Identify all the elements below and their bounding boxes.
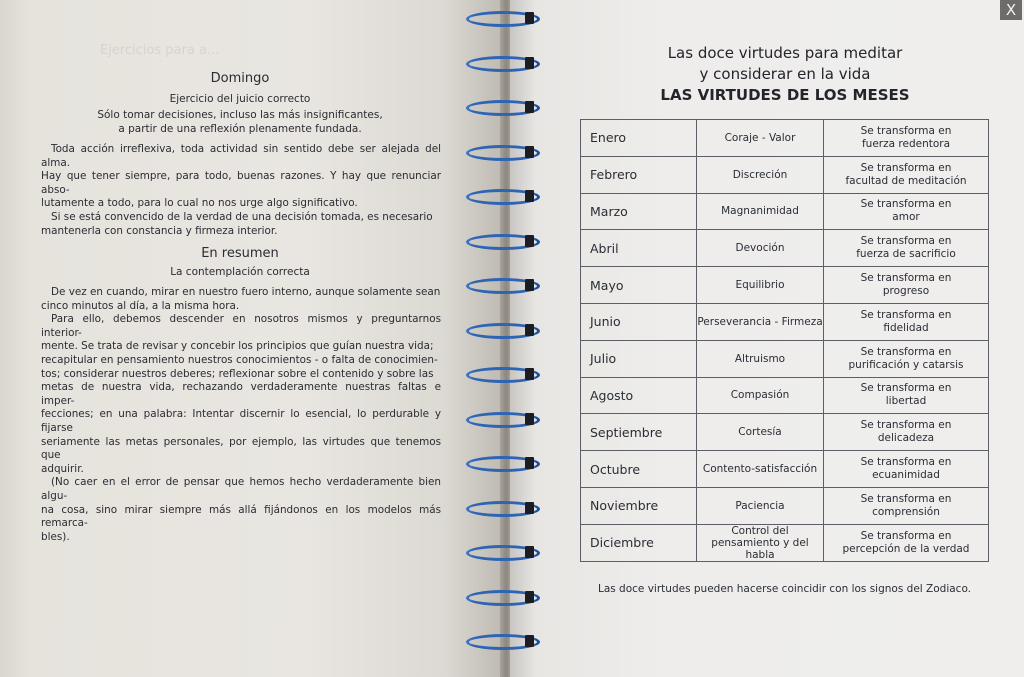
transform-line-2: progreso xyxy=(882,285,930,298)
punch-hole xyxy=(525,235,534,247)
virtues-table xyxy=(580,119,989,562)
spiral-ring xyxy=(466,409,546,431)
spiral-ring xyxy=(466,8,546,30)
transform-line-1: Se transforma en xyxy=(860,419,952,432)
text-line: tos; considerar nuestros deberes; reflexionar sobre el contenido y sobre las xyxy=(41,367,434,380)
month-cell: Octubre xyxy=(581,451,697,488)
title-line-1: Las doce virtudes para meditar xyxy=(667,44,903,62)
text-line: mantenerla con constancia y firmeza interior. xyxy=(41,224,278,237)
month-cell: Abril xyxy=(581,230,697,267)
virtue-cell: Discreción xyxy=(697,156,824,193)
table-row xyxy=(581,414,989,451)
transform-line-2: libertad xyxy=(885,395,927,408)
transform-cell xyxy=(824,267,989,304)
month-cell: Marzo xyxy=(581,193,697,230)
virtue-cell: Altruismo xyxy=(697,340,824,377)
spiral-ring xyxy=(466,587,546,609)
title-line-3: LAS VIRTUDES DE LOS MESES xyxy=(660,86,910,104)
month-cell: Junio xyxy=(581,303,697,340)
spiral-ring xyxy=(466,453,546,475)
title-line-2: y considerar en la vida xyxy=(699,65,871,83)
virtue-cell: Paciencia xyxy=(697,487,824,524)
transform-line-1: Se transforma en xyxy=(860,345,952,358)
spiral-ring xyxy=(466,186,546,208)
transform-line-2: comprensión xyxy=(872,505,940,518)
paragraph-resumen xyxy=(41,286,441,544)
spiral-ring xyxy=(466,53,546,75)
punch-hole xyxy=(525,146,534,158)
transform-line-2: fidelidad xyxy=(883,321,929,334)
text-line: seriamente las metas personales, por ejemplo, las virtudes que tenemos que xyxy=(41,435,441,462)
spiral-ring xyxy=(466,97,546,119)
transform-line-1: Se transforma en xyxy=(860,308,952,321)
text-line: mente. Se trata de revisar y concebir los principios que guían nuestra vida; xyxy=(41,340,434,353)
punch-hole xyxy=(525,190,534,202)
month-cell: Noviembre xyxy=(581,487,697,524)
subheading-juicio: Ejercicio del juicio correcto xyxy=(169,93,311,105)
punch-hole xyxy=(525,635,534,647)
punch-hole xyxy=(525,101,534,113)
table-row xyxy=(581,267,989,304)
transform-line-1: Se transforma en xyxy=(860,235,952,248)
transform-line-2: fuerza de sacrificio xyxy=(856,248,956,261)
punch-hole xyxy=(525,57,534,69)
punch-hole xyxy=(525,324,534,336)
transform-line-1: Se transforma en xyxy=(860,492,952,505)
transform-line-1: Se transforma en xyxy=(860,272,952,285)
transform-line-2: amor xyxy=(892,211,920,224)
transform-cell xyxy=(824,230,989,267)
text-line: Para ello, debemos descender en nosotros mismos y preguntarnos interior- xyxy=(41,313,441,339)
punch-hole xyxy=(525,368,534,380)
paragraph-accion xyxy=(41,143,441,238)
transform-cell xyxy=(824,340,989,377)
month-cell: Febrero xyxy=(581,156,697,193)
transform-line-1: Se transforma en xyxy=(860,124,952,137)
text-line: Si se está convencido de la verdad de una decisión tomada, es necesario xyxy=(51,210,433,223)
transform-line-1: Se transforma en xyxy=(860,161,952,174)
month-cell: Enero xyxy=(581,120,697,157)
table-row xyxy=(581,303,989,340)
spiral-ring xyxy=(466,231,546,253)
spiral-ring xyxy=(466,275,546,297)
table-row xyxy=(581,377,989,414)
punch-hole xyxy=(525,413,534,425)
month-cell: Diciembre xyxy=(581,524,697,561)
transform-cell xyxy=(824,193,989,230)
footnote: Las doce virtudes pueden hacerse coincidir con los signos del Zodiaco. xyxy=(597,583,972,595)
text-line: Hay que tener siempre, para todo, buenas razones. Y hay que renunciar abso- xyxy=(41,170,441,196)
punch-hole xyxy=(525,591,534,603)
table-row xyxy=(581,487,989,524)
transform-cell xyxy=(824,451,989,488)
transform-line-2: fuerza redentora xyxy=(861,137,951,150)
text-line: metas de nuestra vida, rechazando verdaderamente nuestras faltas e imper- xyxy=(41,381,441,407)
heading-en-resumen: En resumen xyxy=(201,246,279,261)
left-page xyxy=(0,0,505,677)
transform-cell xyxy=(824,377,989,414)
table-row xyxy=(581,156,989,193)
lead-line-1: Sólo tomar decisiones, incluso las más insignificantes, xyxy=(97,109,383,121)
table-title xyxy=(580,43,990,106)
spiral-ring xyxy=(466,498,546,520)
month-cell: Julio xyxy=(581,340,697,377)
transform-line-1: Se transforma en xyxy=(860,456,952,469)
virtue-cell: Coraje - Valor xyxy=(697,120,824,157)
month-cell: Mayo xyxy=(581,267,697,304)
transform-line-2: purificación y catarsis xyxy=(848,358,964,371)
heading-domingo: Domingo xyxy=(210,71,270,86)
subheading-contemplacion: La contemplación correcta xyxy=(170,266,310,278)
virtue-cell: Control del pensamiento y del habla xyxy=(697,524,824,561)
transform-line-1: Se transforma en xyxy=(860,529,952,542)
table-row xyxy=(581,524,989,561)
transform-cell xyxy=(824,156,989,193)
virtue-cell: Perseverancia - Firmeza xyxy=(697,303,824,340)
text-line: fecciones; en una palabra: Intentar discernir lo esencial, lo perdurable y fijarse xyxy=(41,408,441,434)
transform-cell xyxy=(824,524,989,561)
spiral-ring xyxy=(466,320,546,342)
close-button[interactable]: X xyxy=(1000,0,1022,20)
lead-line-2: a partir de una reflexión plenamente fundada. xyxy=(118,123,362,135)
virtue-cell: Cortesía xyxy=(697,414,824,451)
transform-line-2: ecuanimidad xyxy=(872,469,940,482)
text-line: De vez en cuando, mirar en nuestro fuero interno, aunque solamente sean xyxy=(51,286,441,298)
virtue-cell: Devoción xyxy=(697,230,824,267)
transform-cell xyxy=(824,120,989,157)
text-line: Toda acción irreflexiva, toda actividad sin sentido debe ser alejada del alma. xyxy=(41,143,441,169)
month-cell: Septiembre xyxy=(581,414,697,451)
month-cell: Agosto xyxy=(581,377,697,414)
punch-hole xyxy=(525,457,534,469)
text-line: na cosa, sino mirar siempre más allá fijándonos en los modelos más remarca- xyxy=(41,503,441,530)
transform-line-2: facultad de meditación xyxy=(845,174,967,187)
table-row xyxy=(581,230,989,267)
punch-hole xyxy=(525,546,534,558)
virtue-cell: Contento-satisfacción xyxy=(697,451,824,488)
spiral-ring xyxy=(466,364,546,386)
punch-hole xyxy=(525,279,534,291)
transform-line-1: Se transforma en xyxy=(860,382,952,395)
transform-cell xyxy=(824,487,989,524)
spiral-ring xyxy=(466,142,546,164)
transform-line-2: delicadeza xyxy=(877,432,935,445)
text-line: cinco minutos al día, a la misma hora. xyxy=(41,299,240,312)
spiral-ring xyxy=(466,542,546,564)
text-line: bles). xyxy=(41,530,70,543)
table-row xyxy=(581,193,989,230)
spiral-ring xyxy=(466,631,546,653)
transform-line-1: Se transforma en xyxy=(860,198,952,211)
text-line: recapitular en pensamiento nuestros conocimientos - o falta de conocimien- xyxy=(41,353,438,366)
punch-hole xyxy=(525,502,534,514)
punch-hole xyxy=(525,12,534,24)
show-through-text: Ejercicios para a... xyxy=(100,43,220,58)
table-row xyxy=(581,340,989,377)
table-row xyxy=(581,451,989,488)
transform-cell xyxy=(824,303,989,340)
virtue-cell: Magnanimidad xyxy=(697,193,824,230)
transform-line-2: percepción de la verdad xyxy=(842,542,970,555)
text-line: (No caer en el error de pensar que hemos hecho verdaderamente bien algu- xyxy=(41,476,441,502)
virtue-cell: Equilibrio xyxy=(697,267,824,304)
text-line: adquirir. xyxy=(41,462,84,475)
table-row xyxy=(581,120,989,157)
transform-cell xyxy=(824,414,989,451)
text-line: lutamente a todo, para lo cual no nos urge algo significativo. xyxy=(41,197,358,210)
virtue-cell: Compasión xyxy=(697,377,824,414)
